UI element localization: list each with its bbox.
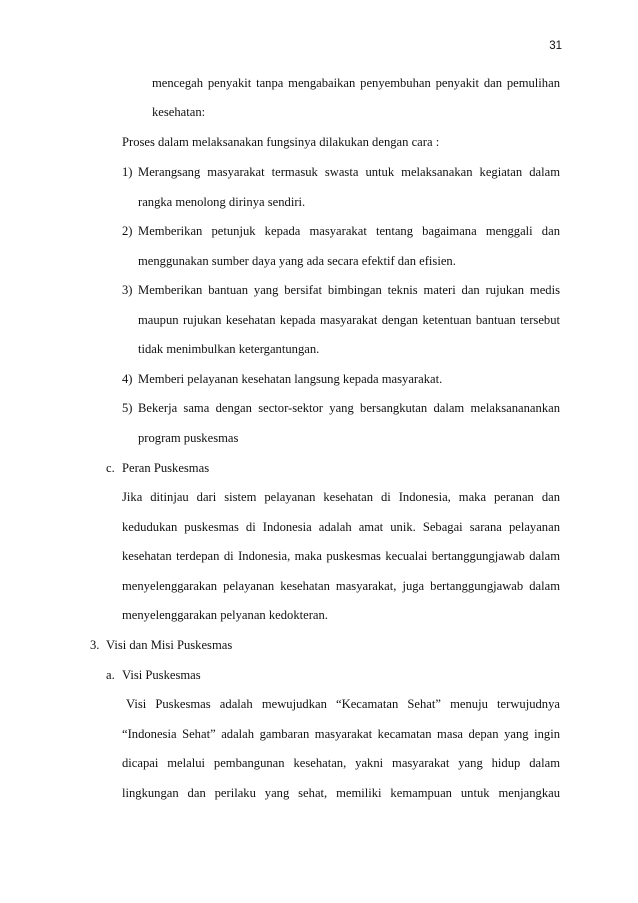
section-3-marker: 3. xyxy=(90,638,100,652)
section-a-title: Visi Puskesmas xyxy=(122,668,201,682)
section-a-line-2: “Indonesia Sehat” adalah gambaran masyarakat kecamatan masa depan yang ingin xyxy=(122,727,560,741)
item-2-number: 2) xyxy=(122,224,133,238)
item-3-line-3: tidak menimbulkan ketergantungan. xyxy=(138,342,320,356)
process-heading: Proses dalam melaksanakan fungsinya dilakukan dengan cara : xyxy=(122,135,440,149)
section-c-line-2: kedudukan puskesmas di Indonesia adalah amat unik. Sebagai sarana pelayanan xyxy=(122,520,560,534)
section-c-line-3: kesehatan terdepan di Indonesia, maka puskesmas kecualai bertanggungjawab dalam xyxy=(122,549,560,563)
item-3-line-1: Memberikan bantuan yang bersifat bimbingan teknis materi dan rujukan medis xyxy=(138,283,560,297)
item-5-number: 5) xyxy=(122,401,133,415)
item-5-line-2: program puskesmas xyxy=(138,431,239,445)
section-c-line-4: menyelenggarakan pelayanan kesehatan masyarakat, juga bertanggungjawab dalam xyxy=(122,579,560,593)
page-number: 31 xyxy=(549,40,562,52)
item-2-line-2: menggunakan sumber daya yang ada secara efektif dan efisien. xyxy=(138,254,456,268)
section-3-title: Visi dan Misi Puskesmas xyxy=(106,638,233,652)
section-a-marker: a. xyxy=(106,668,115,682)
item-1-line-2: rangka menolong dirinya sendiri. xyxy=(138,195,306,209)
section-a-line-3: dicapai melalui pembangunan kesehatan, yakni masyarakat yang hidup dalam xyxy=(122,756,560,770)
item-4-line-1: Memberi pelayanan kesehatan langsung kepada masyarakat. xyxy=(138,372,443,386)
item-1-line-1: Merangsang masyarakat termasuk swasta untuk melaksanakan kegiatan dalam xyxy=(138,165,560,179)
item-5-line-1: Bekerja sama dengan sector-sektor yang bersangkutan dalam melaksananankan xyxy=(138,401,560,415)
section-c-line-1: Jika ditinjau dari sistem pelayanan kesehatan di Indonesia, maka peranan dan xyxy=(122,490,560,504)
section-c-title: Peran Puskesmas xyxy=(122,461,210,475)
section-a-line-4: lingkungan dan perilaku yang sehat, memiliki kemampuan untuk menjangkau xyxy=(122,786,560,800)
section-c-marker: c. xyxy=(106,461,115,475)
intro-line-1: mencegah penyakit tanpa mengabaikan penyembuhan penyakit dan pemulihan xyxy=(152,76,560,90)
item-3-line-2: maupun rujukan kesehatan kepada masyarakat dengan ketentuan bantuan tersebut xyxy=(138,313,560,327)
item-1-number: 1) xyxy=(122,165,133,179)
item-2-line-1: Memberikan petunjuk kepada masyarakat tentang bagaimana menggali dan xyxy=(138,224,560,238)
section-c-line-5: menyelenggarakan pelyanan kedokteran. xyxy=(122,608,328,622)
item-3-number: 3) xyxy=(122,283,133,297)
item-4-number: 4) xyxy=(122,372,133,386)
intro-line-2: kesehatan: xyxy=(152,105,206,119)
section-a-line-1: Visi Puskesmas adalah mewujudkan “Kecamatan Sehat” menuju terwujudnya xyxy=(126,697,560,711)
